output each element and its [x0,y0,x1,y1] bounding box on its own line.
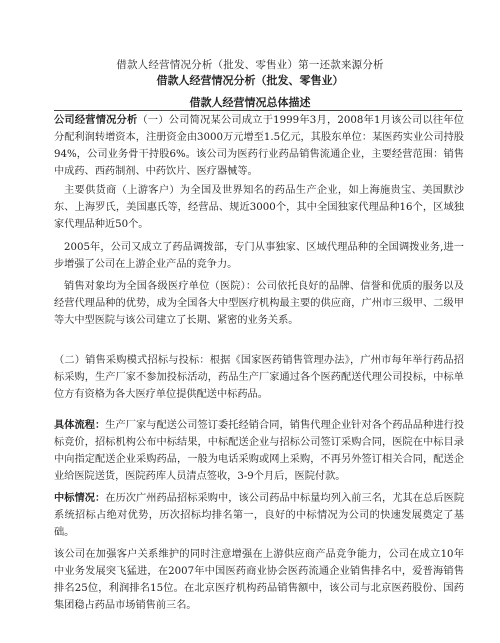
heading-divider [54,110,462,111]
document-title: 借款人经营情况分析（批发、零售业）第一还款来源分析 [116,59,384,71]
paragraph-label: 中标情况： [54,492,106,504]
paragraph-text: 生产厂家与配送公司签订委托经销合同，销售代理企业针对各个药品品种进行投标竞价，招标机构公布中标结果，中标配送企业与招标公司签订采购合同，医院在中标目录中向指定配送企业采购药品，一般为电话采购或网上采购，不再另外签订相关合同，配送企业给医院送货，医院药库人员清点签收，3-9个月后，医院付款。 [54,420,465,482]
paragraph-label: 公司经营情况分析 [54,114,138,126]
paragraph-suppliers: 主要供货商（上游客户）为全国及世界知名的药品生产企业，如上海施贵宝、美国默沙东、上海罗氏，美国惠氏等，经营品、规近3000个，其中全国独家代理品种16个，区域独家代理品种近50个。 [54,185,464,230]
paragraph-sales-targets: 销售对象均为全国各级医疗单位（医院）：公司依托良好的品牌、信誉和优质的服务以及经营代理品种的优势，成为全国各大中型医疗机构最主要的供应商，广州市三级甲、二级甲等大中型医院与该公司建立了长期、紧密的业务关系。 [54,281,464,326]
paragraph-label: 具体流程： [54,419,106,431]
paragraph-growth: 该公司在加强客户关系维护的同时注意增强在上游供应商产品竞争能力，公司在成立10年中业务发展突飞猛进，在2007年中国医药商业协会医药流通企业销售排名中，爱普海销售排名25位，利润排名15位。在北京医疗机构药品销售额中，该公司与北京医药股份、国药集团稳占药品市场销售前三名。 [54,549,464,611]
paragraph-sales-model [54,352,464,403]
paragraph-transfer-dept: 2005年，公司又成立了药品调拨部，专门从事独家、区域代理品种的全国调拨业务,进一步增强了公司在上游企业产品的竞争力。 [54,242,464,270]
paragraph-text: （一）公司简况某公司成立于1999年3月，2008年1月该公司以往年位分配利润转增资本，注册资金由3000万元增至1.5亿元，其股东单位：某医药实业公司持股94%，公司业务骨干持股6%。该公司为医药行业药品销售流通企业，主要经营范围：销售中成药、西药制剂、中药饮片、医疗器械等。 [54,115,464,177]
paragraph-company-overview [54,112,464,180]
section-heading: 借款人经营情况总体描述 [189,96,311,109]
paragraph-text: 根据《国家医药销售管理办法》，广州市每年举行药品招标采购，生产厂家不参加投标活动，药品生产厂家通过各个医药配送代理公司投标，中标单位方有资格为各大医疗单位提供配送中标药品。 [54,355,464,400]
paragraph-process [54,417,464,485]
paragraph-text: 在历次广州药品招标采购中，该公司药品中标量均列入前三名，尤其在总后医院系统招标占绝对优势，历次招标均排名第一，良好的中标情况为公司的快速发展奠定了基础。 [54,493,465,538]
document-subtitle: 借款人经营情况分析（批发、零售业） [156,74,344,87]
paragraph-bidding-results [54,490,464,541]
paragraph-label: （二）销售采购模式招标与投标： [54,355,210,366]
